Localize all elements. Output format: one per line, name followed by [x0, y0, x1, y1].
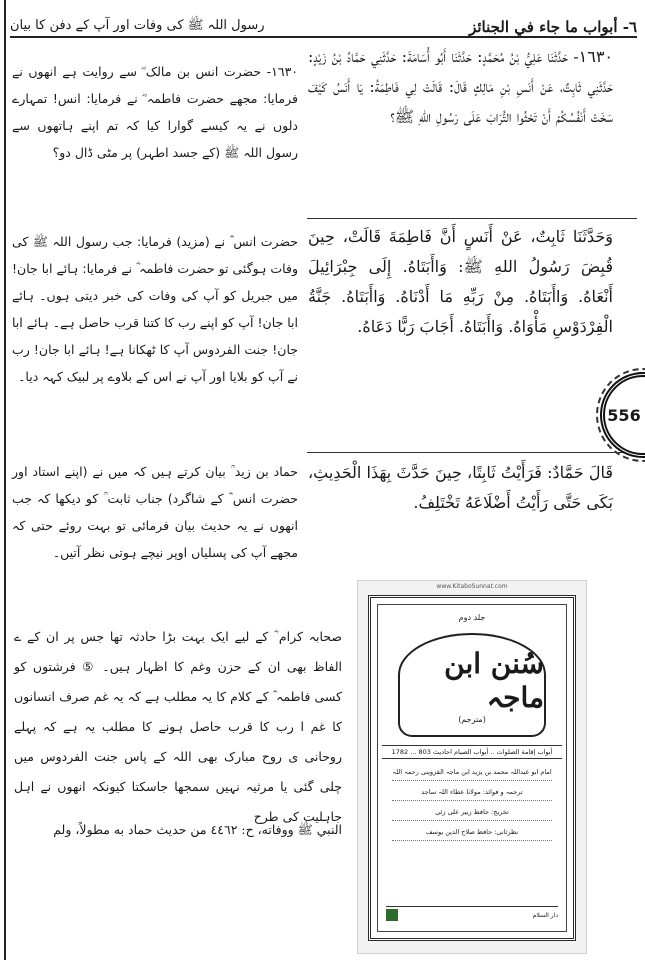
cover-hadith-range: أبواب إقامة الصلوات .. أبواب الصيام احاديث 803 ... 1782: [382, 745, 562, 759]
publisher-logo-icon: [386, 909, 398, 921]
page-number-badge: [600, 372, 645, 458]
hadith-2-arabic: وَحَدَّثَنَا ثَابِتٌ، عَنْ أَنَسٍ أَنَّ فَاطِمَةَ قَالَتْ، حِينَ قُبِضَ رَسُولُ اللهِ ﷺ: وَاأَبَتَاهُ. إِلَى جِبْرَائِيلَ أَنْعَاهُ. وَاأَبَتَاهُ. مِنْ رَبِّهِ مَا أَدْنَاهُ. وَاأَبَتَاهُ. جَنَّةُ الْفِرْدَوْسِ مَأْوَاهُ. وَاأَبَتَاهُ. أَجَابَ رَبًّا دَعَاهُ.: [308, 227, 613, 336]
hadith-2-urdu: حضرت انس ؓ نے (مزید) فرمایا: جب رسول اللہ ﷺ کی وفات ہوگئی تو حضرت فاطمہ ؓ نے فرمایا: ہائے ابا جان! میں جبریل کو آپ کی وفات کی خبر دیتی ہوں۔ ہائے ابا جان! آپ کو اپنے رب کا کتنا قرب حاصل ہے۔ ہائے ابا جان! جنت الفردوس آپ کا ٹھکانا ہے! ہائے ابا جان! رب نے آپ کو بلایا اور آپ نے اس کے بلاوے پر لبیک کہہ دیا۔: [12, 234, 298, 384]
cover-frame: [368, 595, 576, 941]
chapter-subtitle-urdu: رسول اللہ ﷺ کی وفات اور آپ کے دفن کا بیان: [10, 18, 265, 33]
hadith-1-urdu: ١٦٣٠- حضرت انس بن مالک ؓ سے روایت ہے انھوں نے فرمایا: مجھے حضرت فاطمہ ؓ نے فرمایا: انس! تمہارے دلوں نے یہ کیسے گوارا کیا کہ تم اپنے ہاتھوں سے رسول اللہ ﷺ (کے جسد اطہر) پر مٹی ڈال دو؟: [12, 64, 298, 160]
cover-credit-line: امام ابو عبداللہ محمد بن یزید ابن ماجہ القزوینی رحمہ اللہ: [392, 767, 552, 781]
cover-credit-line: نظرثانی: حافظ صلاح الدین یوسف: [392, 827, 552, 841]
cover-volume: جلد دوم: [458, 613, 486, 622]
separator-line: [307, 218, 637, 219]
cover-book-title: سُنن ابن ماجہ: [444, 646, 544, 714]
cover-publisher-bar: [386, 906, 558, 923]
cover-title-cartouche: [398, 633, 546, 737]
cover-credit-line: تخریج: حافظ زبیر علی زئی: [392, 807, 552, 821]
cover-website: www.KitaboSunnat.com: [436, 583, 508, 590]
hadith-3-arabic: قَالَ حَمَّادٌ: فَرَأَيْتُ ثَابِتًا، حِينَ حَدَّثَ بِهَذَا الْحَدِيثِ، بَكَى حَتَّى رَأَيْتُ أَضْلَاعَهُ تَخْتَلِفُ.: [308, 463, 613, 512]
cover-book-subtitle: (مترجم): [458, 714, 486, 724]
page-header: [10, 6, 637, 38]
footnote-reference: النبي ﷺ ووفاته، ح: ٤٤٦٢ من حديث حماد به مطولاً، ولم: [53, 822, 342, 837]
hadith-1-arabic: ١٦٣٠- حَدَّثَنَا عَلِيُّ بْنُ مُحَمَّدٍ: حَدَّثَنَا أَبُو أُسَامَةَ: حَدَّثَنِي حَمَّادُ بْنُ زَيْدٍ: حَدَّثَنِي ثَابِتٌ، عَنْ أَنَسِ بْنِ مَالِكٍ قَالَ: قَالَتْ لِي فَاطِمَةُ: يَا أَنَسُ كَيْفَ سَخَتْ أَنْفُسُكُمْ أَنْ تَحْثُوا التُّرَابَ عَلَى رَسُولِ اللهِ ﷺ؟: [308, 47, 613, 126]
cover-inner-border: [377, 604, 567, 932]
page-number: 556: [607, 405, 641, 425]
chapter-title: ٦- أبواب ما جاء في الجنائز: [469, 18, 637, 36]
separator-line: [307, 452, 637, 453]
page-edge-rule: [4, 0, 6, 960]
footnote-text: صحابہ کرام ؓ کے لیے ایک بہت بڑا حادثہ تھا جس پر ان کے ے الفاظ بھی ان کے حزن وغم کا اظہار ہیں۔ ⑤ فرشتوں کو کسی فاطمہ ؓ کے کلام کا یہ مطلب ہے کہ یہ غم صرف انسانوں کا غم ا رب کا قرب حاصل ہونے کا مطلب یہ ہے کہ پہلے روحانی ی روح مبارک بھی اللہ کے پاس جنت الفردوس میں چلی گئی یا مرثیہ نہیں سمجھا جاسکتا کیونکہ انھوں نے اہل جاہلیت کی طرح: [14, 629, 342, 824]
book-cover-image: [357, 580, 587, 954]
cover-credits: [392, 767, 552, 847]
cover-publisher: دار السلام: [532, 911, 558, 919]
cover-credit-line: ترجمہ و فوائد: مولانا عطاء اللہ ساجد: [392, 787, 552, 801]
hadith-3-urdu: حماد بن زید ؒ بیان کرتے ہیں کہ میں نے (اپنے استاد اور حضرت انس ؓ کے شاگرد) جناب ثابت ؒ کو دیکھا کہ جب انھوں نے یہ حدیث بیان فرمائی تو بہت روئے حتی کہ مجھے آپ کی پسلیاں اوپر نیچے ہوتی نظر آتیں۔: [12, 464, 298, 560]
